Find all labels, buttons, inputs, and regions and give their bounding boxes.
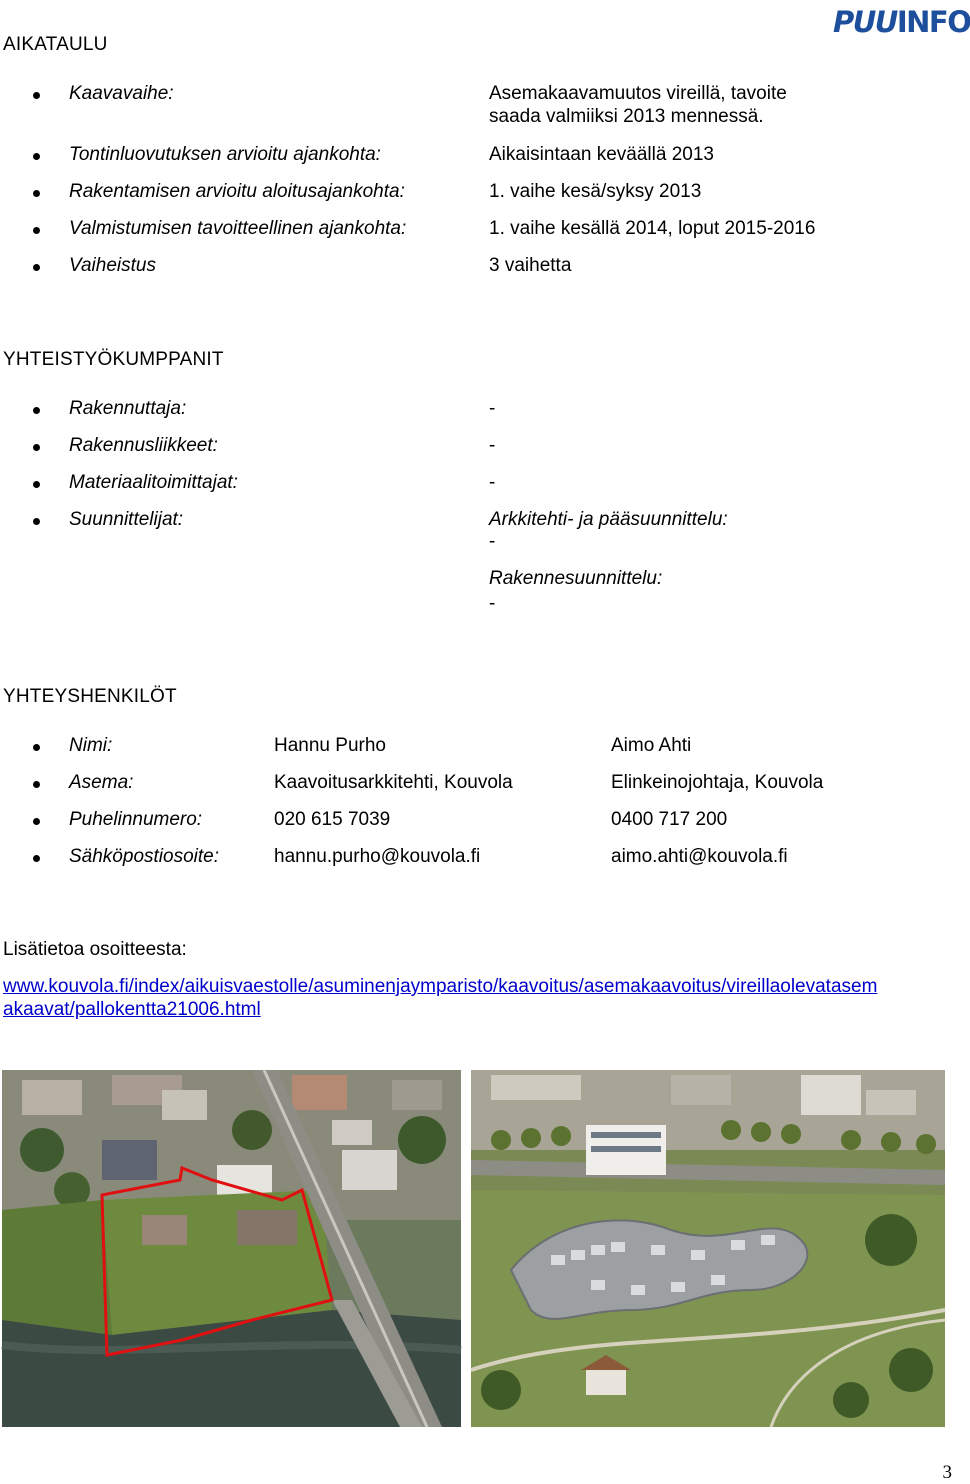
schedule-value: 1. vaihe kesä/syksy 2013 [489, 181, 702, 202]
schedule-value: 1. vaihe kesällä 2014, loput 2015-2016 [489, 218, 816, 239]
contact-field-label: Asema: [69, 772, 134, 793]
schedule-value: Asemakaavamuutos vireillä, tavoite [489, 83, 787, 104]
contact-field-label: Puhelinnumero: [69, 809, 203, 830]
partner-value: - [489, 472, 496, 493]
aerial-site-photo [2, 1070, 461, 1427]
logo-part-puu: PUU [833, 5, 897, 39]
partner-label: Materiaalitoimittajat: [69, 472, 238, 493]
contact-person1-value: hannu.purho@kouvola.fi [274, 846, 481, 867]
contacts-heading: YHTEYSHENKILÖT [3, 686, 177, 707]
contact-person2-value: Aimo Ahti [611, 735, 692, 756]
bullet-icon [33, 92, 40, 99]
logo-part-info: INFO [896, 5, 970, 39]
schedule-heading: AIKATAULU [3, 34, 108, 55]
more-info-link-line1[interactable]: www.kouvola.fi/index/aikuisvaestolle/asuminenjaymparisto/kaavoitus/asemakaavoitus/vireillaolevatasem [3, 976, 878, 997]
partner-value: - [489, 435, 496, 456]
contact-person1-value: Kaavoitusarkkitehti, Kouvola [274, 772, 513, 793]
contact-person1-value: Hannu Purho [274, 735, 386, 756]
partner-label: Rakennusliikkeet: [69, 435, 218, 456]
page-number: 3 [942, 1462, 952, 1483]
bullet-icon [33, 818, 40, 825]
schedule-value: Aikaisintaan keväällä 2013 [489, 144, 714, 165]
designer-role-label: Arkkitehti- ja pääsuunnittelu: [489, 509, 728, 530]
more-info-link[interactable] [3, 976, 958, 1021]
bullet-icon [33, 481, 40, 488]
bullet-icon [33, 407, 40, 414]
partners-heading: YHTEISTYÖKUMPPANIT [3, 349, 224, 370]
schedule-label: Vaiheistus [69, 255, 156, 276]
schedule-value: 3 vaihetta [489, 255, 572, 276]
more-info-label: Lisätietoa osoitteesta: [3, 939, 187, 960]
rendering-illustration [471, 1070, 945, 1427]
contact-field-label: Sähköpostiosoite: [69, 846, 219, 867]
bullet-icon [33, 190, 40, 197]
bullet-icon [33, 518, 40, 525]
aerial-site-illustration [2, 1070, 461, 1427]
schedule-value: saada valmiiksi 2013 mennessä. [489, 106, 764, 127]
contact-field-label: Nimi: [69, 735, 113, 756]
partner-label: Rakennuttaja: [69, 398, 187, 419]
bullet-icon [33, 744, 40, 751]
contact-person2-value: Elinkeinojohtaja, Kouvola [611, 772, 824, 793]
schedule-label: Tontinluovutuksen arvioitu ajankohta: [69, 144, 381, 165]
schedule-label: Rakentamisen arvioitu aloitusajankohta: [69, 181, 405, 202]
bullet-icon [33, 227, 40, 234]
architectural-rendering-photo [471, 1070, 945, 1427]
designer-role-label: Rakennesuunnittelu: [489, 568, 663, 589]
contact-person1-value: 020 615 7039 [274, 809, 391, 830]
designer-role-value: - [489, 593, 496, 614]
puuinfo-logo [833, 5, 970, 39]
bullet-icon [33, 264, 40, 271]
bullet-icon [33, 781, 40, 788]
designer-role-value: - [489, 531, 496, 552]
contact-person2-value: 0400 717 200 [611, 809, 728, 830]
schedule-label: Valmistumisen tavoitteellinen ajankohta: [69, 218, 407, 239]
partner-value: - [489, 398, 496, 419]
contact-person2-value: aimo.ahti@kouvola.fi [611, 846, 788, 867]
more-info-link-line2[interactable]: akaavat/pallokentta21006.html [3, 999, 261, 1020]
bullet-icon [33, 444, 40, 451]
partner-label: Suunnittelijat: [69, 509, 184, 530]
bullet-icon [33, 855, 40, 862]
schedule-label: Kaavavaihe: [69, 83, 174, 104]
bullet-icon [33, 153, 40, 160]
